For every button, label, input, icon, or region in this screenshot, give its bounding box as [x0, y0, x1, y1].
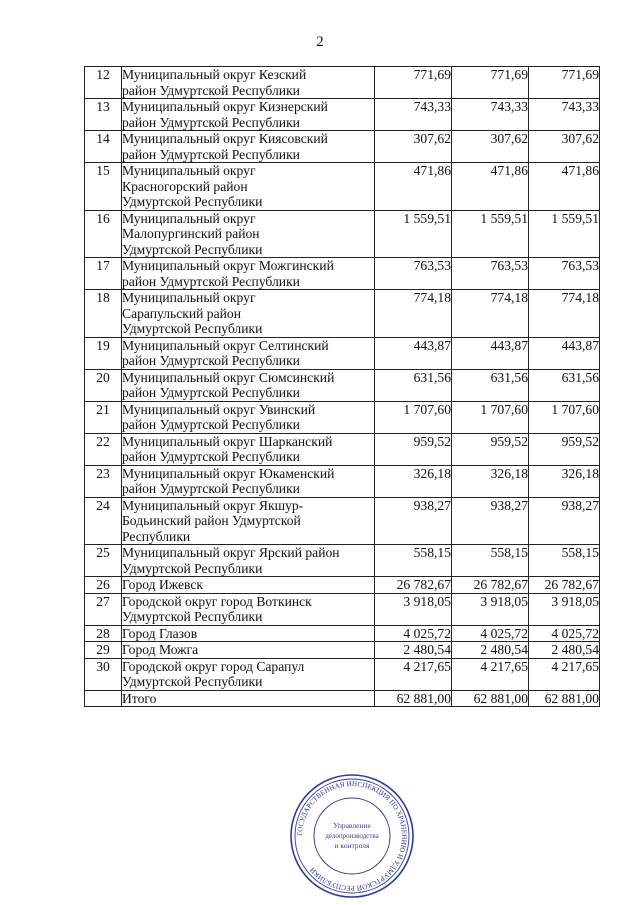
municipality-name-cell: Муниципальный округ Сарапульский район Удмуртской Республики [122, 290, 375, 338]
municipality-name-cell: Муниципальный округ Сюмсинский район Удмуртской Республики [122, 369, 375, 401]
value-cell-1: 3 918,05 [375, 593, 452, 625]
row-number-cell: 29 [85, 642, 122, 659]
value-cell-1: 1 707,60 [375, 401, 452, 433]
row-number-cell [85, 690, 122, 707]
value-cell-2: 4 217,65 [452, 658, 529, 690]
value-cell-3: 631,56 [529, 369, 600, 401]
value-cell-3: 1 559,51 [529, 210, 600, 258]
municipality-name-cell: Город Ижевск [122, 577, 375, 594]
municipality-name-cell: Муниципальный округ Увинский район Удмуртской Республики [122, 401, 375, 433]
table-row [85, 369, 600, 401]
value-cell-2: 443,87 [452, 337, 529, 369]
value-cell-3: 3 918,05 [529, 593, 600, 625]
row-number-cell: 26 [85, 577, 122, 594]
value-cell-1: 774,18 [375, 290, 452, 338]
value-cell-3: 26 782,67 [529, 577, 600, 594]
value-cell-3: 326,18 [529, 465, 600, 497]
allocation-table [84, 66, 600, 707]
value-cell-2: 471,86 [452, 163, 529, 211]
stamp-center-line-3: и контроля [334, 841, 370, 850]
row-number-cell: 28 [85, 625, 122, 642]
row-number-cell: 12 [85, 67, 122, 99]
table-row [85, 401, 600, 433]
page-number: 2 [316, 34, 324, 50]
row-number-cell: 23 [85, 465, 122, 497]
table-row [85, 290, 600, 338]
municipality-name-cell: Муниципальный округ Кизнерский район Удмуртской Республики [122, 99, 375, 131]
municipality-name-cell: Муниципальный округ Киясовский район Удмуртской Республики [122, 131, 375, 163]
value-cell-1: 938,27 [375, 497, 452, 545]
value-cell-2: 1 559,51 [452, 210, 529, 258]
value-cell-3: 774,18 [529, 290, 600, 338]
value-cell-3: 938,27 [529, 497, 600, 545]
value-cell-2: 771,69 [452, 67, 529, 99]
value-cell-2: 763,53 [452, 258, 529, 290]
value-cell-1: 558,15 [375, 545, 452, 577]
value-cell-2: 3 918,05 [452, 593, 529, 625]
row-number-cell: 21 [85, 401, 122, 433]
value-cell-3: 1 707,60 [529, 401, 600, 433]
municipality-name-cell: Муниципальный округ Можгинский район Удмуртской Республики [122, 258, 375, 290]
value-cell-3: 307,62 [529, 131, 600, 163]
row-number-cell: 15 [85, 163, 122, 211]
row-number-cell: 17 [85, 258, 122, 290]
value-cell-2: 558,15 [452, 545, 529, 577]
value-cell-1: 26 782,67 [375, 577, 452, 594]
municipality-name-cell: Город Можга [122, 642, 375, 659]
value-cell-1: 471,86 [375, 163, 452, 211]
value-cell-1: 959,52 [375, 433, 452, 465]
value-cell-3: 959,52 [529, 433, 600, 465]
table-row [85, 625, 600, 642]
table-row [85, 545, 600, 577]
value-cell-2: 1 707,60 [452, 401, 529, 433]
table-row [85, 337, 600, 369]
table-row [85, 465, 600, 497]
municipality-name-cell: Городской округ город Сарапул Удмуртской Республики [122, 658, 375, 690]
row-number-cell: 14 [85, 131, 122, 163]
value-cell-3: 471,86 [529, 163, 600, 211]
municipality-name-cell: Муниципальный округ Селтинский район Удмуртской Республики [122, 337, 375, 369]
value-cell-1: 631,56 [375, 369, 452, 401]
table-row [85, 67, 600, 99]
value-cell-3: 771,69 [529, 67, 600, 99]
row-number-cell: 16 [85, 210, 122, 258]
row-number-cell: 27 [85, 593, 122, 625]
value-cell-1: 763,53 [375, 258, 452, 290]
table-row [85, 658, 600, 690]
table-row [85, 642, 600, 659]
value-cell-2: 959,52 [452, 433, 529, 465]
value-cell-2: 326,18 [452, 465, 529, 497]
table-row [85, 593, 600, 625]
value-cell-1: 771,69 [375, 67, 452, 99]
value-cell-1: 443,87 [375, 337, 452, 369]
value-cell-2: 4 025,72 [452, 625, 529, 642]
table-row [85, 163, 600, 211]
row-number-cell: 19 [85, 337, 122, 369]
municipality-name-cell: Итого [122, 690, 375, 707]
municipality-name-cell: Муниципальный округ Якшур- Бодьинский район Удмуртской Республики [122, 497, 375, 545]
row-number-cell: 13 [85, 99, 122, 131]
row-number-cell: 22 [85, 433, 122, 465]
row-number-cell: 24 [85, 497, 122, 545]
official-stamp [288, 772, 416, 900]
value-cell-2: 2 480,54 [452, 642, 529, 659]
table-row [85, 690, 600, 707]
table-row [85, 131, 600, 163]
stamp-ring-textpath: ГОСУДАРСТВЕННАЯ ИНСПЕКЦИЯ ПО ХРАНЕНИЮ И УДМУРТСКОЙ РЕСПУБЛИКИ [295, 779, 409, 893]
municipality-name-cell: Город Глазов [122, 625, 375, 642]
row-number-cell: 30 [85, 658, 122, 690]
stamp-center-line-1: Управление [333, 821, 371, 830]
value-cell-3: 2 480,54 [529, 642, 600, 659]
municipality-name-cell: Муниципальный округ Малопургинский район Удмуртской Республики [122, 210, 375, 258]
value-cell-1: 326,18 [375, 465, 452, 497]
value-cell-2: 26 782,67 [452, 577, 529, 594]
value-cell-1: 1 559,51 [375, 210, 452, 258]
value-cell-1: 4 217,65 [375, 658, 452, 690]
municipality-name-cell: Муниципальный округ Кезский район Удмуртской Республики [122, 67, 375, 99]
stamp-center-line-2: делопроизводства [325, 832, 379, 840]
value-cell-3: 743,33 [529, 99, 600, 131]
table-row [85, 258, 600, 290]
value-cell-3: 443,87 [529, 337, 600, 369]
value-cell-3: 763,53 [529, 258, 600, 290]
value-cell-2: 62 881,00 [452, 690, 529, 707]
table-row [85, 210, 600, 258]
municipality-name-cell: Муниципальный округ Шарканский район Удмуртской Республики [122, 433, 375, 465]
value-cell-2: 774,18 [452, 290, 529, 338]
value-cell-2: 743,33 [452, 99, 529, 131]
value-cell-1: 2 480,54 [375, 642, 452, 659]
row-number-cell: 18 [85, 290, 122, 338]
row-number-cell: 25 [85, 545, 122, 577]
value-cell-3: 4 217,65 [529, 658, 600, 690]
value-cell-2: 631,56 [452, 369, 529, 401]
value-cell-3: 62 881,00 [529, 690, 600, 707]
municipality-name-cell: Муниципальный округ Красногорский район Удмуртской Республики [122, 163, 375, 211]
table-row [85, 497, 600, 545]
municipality-name-cell: Муниципальный округ Юкаменский район Удмуртской Республики [122, 465, 375, 497]
value-cell-1: 743,33 [375, 99, 452, 131]
value-cell-1: 4 025,72 [375, 625, 452, 642]
value-cell-2: 307,62 [452, 131, 529, 163]
value-cell-1: 62 881,00 [375, 690, 452, 707]
value-cell-3: 4 025,72 [529, 625, 600, 642]
municipality-name-cell: Муниципальный округ Ярский район Удмуртской Республики [122, 545, 375, 577]
table-row [85, 577, 600, 594]
municipality-name-cell: Городской округ город Воткинск Удмуртской Республики [122, 593, 375, 625]
value-cell-2: 938,27 [452, 497, 529, 545]
row-number-cell: 20 [85, 369, 122, 401]
table-row [85, 99, 600, 131]
value-cell-3: 558,15 [529, 545, 600, 577]
table-row [85, 433, 600, 465]
value-cell-1: 307,62 [375, 131, 452, 163]
